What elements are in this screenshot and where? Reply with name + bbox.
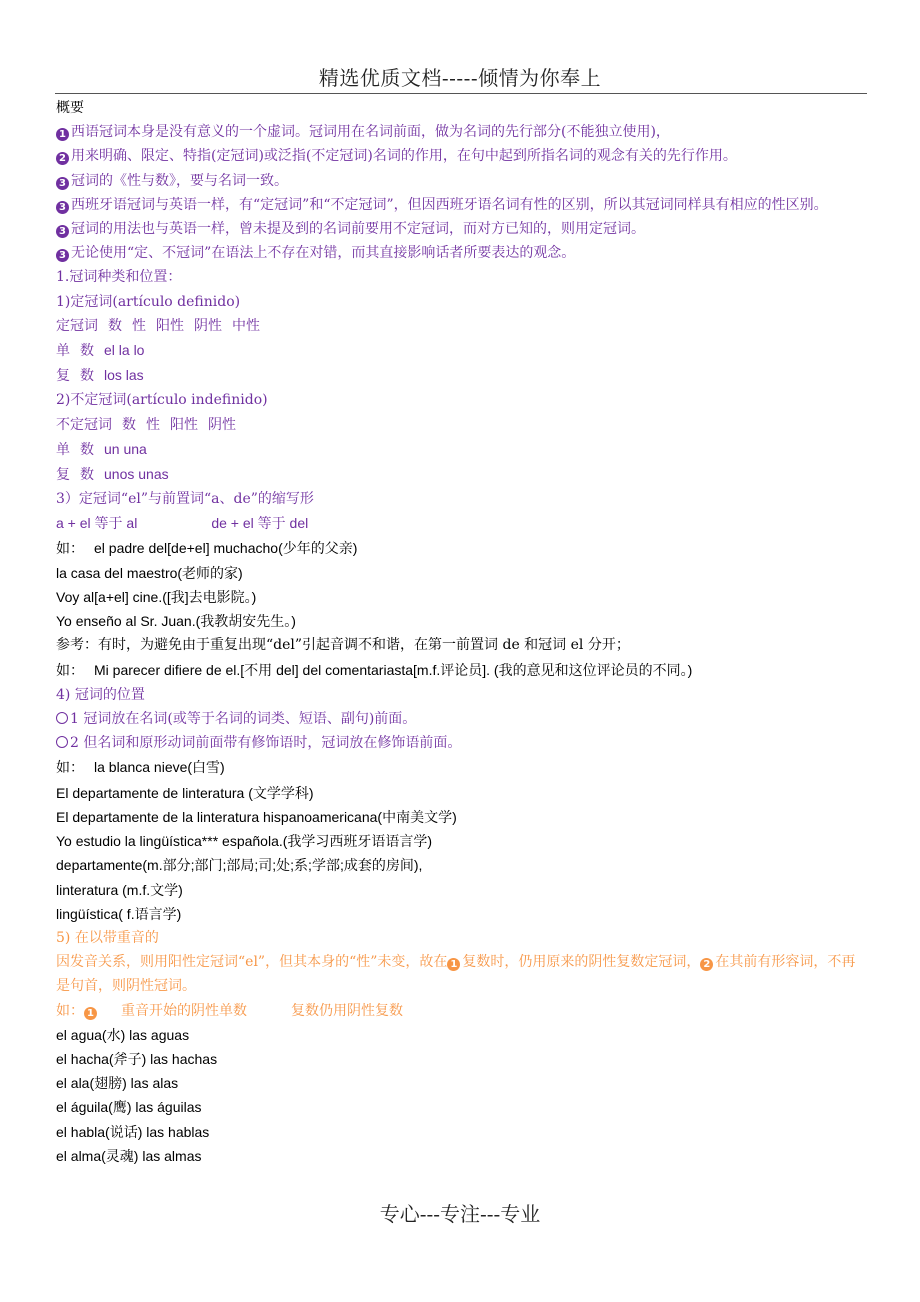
circled-number-icon: 1 [447, 958, 460, 971]
table-cell: 中性 [232, 317, 260, 334]
table-cell: 阳性 [156, 317, 184, 334]
subsection-title: 1)定冠词(artículo definido) [56, 293, 241, 310]
table-cell: 数 [80, 441, 94, 458]
section-title: 4) 冠词的位置 [56, 686, 145, 703]
table-cell: 不定冠词 [56, 416, 112, 433]
example-line: Yo estudio la lingüística*** española.(我学习西班牙语语言学) [56, 833, 433, 850]
section-description [56, 950, 868, 998]
indefinite-article-header-row [56, 413, 868, 437]
circled-number-icon: 3 [56, 177, 69, 190]
table-cell: 数 [80, 368, 94, 385]
open-circle-icon [56, 712, 68, 724]
circled-number-icon: 2 [56, 152, 69, 165]
circled-number-icon: 3 [56, 249, 69, 262]
article-forms: un una [104, 440, 147, 457]
word-pair: el agua(水) las aguas [56, 1026, 190, 1043]
reference-note: 参考：有时，为避免由于重复出现“del”引起音调不和谐，在第一前置词 de 和冠词 el 分开； [56, 637, 630, 654]
circled-number-icon: 2 [700, 958, 713, 971]
page-footer: 专心---专注---专业 [379, 1202, 541, 1226]
word-pair: el águila(鹰) las águilas [56, 1099, 202, 1116]
word-pair: el hacha(斧子) las hachas [56, 1050, 218, 1067]
example-text: Mi parecer difiere de el.[不用 del] del comentariasta[m.f.评论员]. (我的意见和这位评论员的不同。) [94, 661, 693, 678]
table-cell: 阴性 [194, 317, 222, 334]
overview-point-text: 用来明确、限定、特指(定冠词)或泛指(不定冠词)名词的作用，在句中起到所指名词的观念有关的先行作用。 [71, 148, 737, 165]
example-prefix: 如： [56, 1002, 84, 1019]
example-line: la casa del maestro(老师的家) [56, 564, 243, 581]
overview-point-text: 无论使用“定、不冠词”在语法上不存在对错，而其直接影响话者所要表达的观念。 [71, 245, 576, 262]
overview-point-text: 西班牙语冠词与英语一样，有“定冠词”和“不定冠词”，但因西班牙语名词有性的区别，所以其冠词同样具有相应的性区别。 [71, 196, 828, 213]
description-text: 在其前有形容词，不再是句首，则阴性冠词。 [56, 954, 856, 995]
circled-number-icon: 1 [84, 1007, 97, 1020]
rule-text: 但名词和原形动词前面带有修饰语时，冠词放在修饰语前面。 [83, 735, 462, 752]
overview-label: 概要 [56, 100, 84, 116]
overview-point [56, 144, 868, 168]
example-line [56, 755, 868, 780]
definite-singular-row [56, 338, 868, 363]
example-line [56, 658, 868, 683]
overview-point-text: 冠词的《性与数》，要与名词一致。 [71, 172, 288, 189]
example-text: la blanca nieve(白雪) [94, 759, 225, 776]
description-text: 复数时，仍用原来的阴性复数定冠词， [462, 954, 701, 971]
circled-number-icon: 1 [56, 128, 69, 141]
table-cell: 定冠词 [56, 317, 98, 334]
example-line: lingüística( f.语言学) [56, 905, 182, 922]
example-prefix: 如： [56, 662, 84, 679]
table-cell: 复 [56, 467, 70, 484]
definite-plural-row [56, 363, 868, 388]
overview-point [56, 193, 868, 217]
table-cell: 数 [108, 317, 122, 334]
example-line: linteratura (m.f.文学) [56, 881, 183, 898]
table-cell: 数 [80, 343, 94, 360]
definite-article-header-row [56, 314, 868, 338]
overview-point-text: 冠词的用法也与英语一样，曾未提及到的名词前要用不定冠词，而对方已知的，则用定冠词。 [71, 221, 645, 238]
table-cell: 数 [122, 416, 136, 433]
contraction-rule-de: de + el 等于 del [211, 515, 309, 532]
circled-number-icon: 3 [56, 201, 69, 214]
subsection-title: 2)不定冠词(artículo indefinido) [56, 392, 268, 409]
example-line: departamente(m.部分;部门;部局;司;处;系;学部;成套的房间), [56, 857, 423, 874]
word-pair: el ala(翅膀) las alas [56, 1075, 179, 1092]
overview-point-text: 西语冠词本身是没有意义的一个虚词。冠词用在名词前面，做为名词的先行部分(不能独立使用)， [71, 124, 670, 141]
table-cell: 数 [80, 467, 94, 484]
intro-column: 复数仍用阴性复数 [291, 1002, 403, 1019]
example-prefix: 如： [56, 540, 84, 557]
table-cell: 单 [56, 441, 70, 458]
rule-number: 2 [70, 735, 79, 752]
section-title: 3）定冠词“el”与前置词“a、de”的缩写形 [56, 491, 314, 508]
overview-point [56, 217, 868, 241]
example-line: Voy al[a+el] cine.([我]去电影院。) [56, 589, 257, 606]
description-text: 因发音关系，则用阳性定冠词“el”，但其本身的“性”未变，故在 [56, 954, 448, 971]
indefinite-plural-row [56, 462, 868, 487]
overview-point [56, 169, 868, 193]
example-intro [56, 999, 868, 1023]
word-pair: el habla(说话) las hablas [56, 1123, 210, 1140]
overview-point [56, 241, 868, 265]
table-cell: 复 [56, 368, 70, 385]
example-prefix: 如： [56, 760, 84, 777]
intro-column: 重音开始的阴性单数 [121, 1002, 247, 1019]
table-cell: 单 [56, 343, 70, 360]
contraction-rules [56, 511, 868, 535]
position-rule [56, 731, 868, 755]
contraction-rule-a: a + el 等于 al [56, 515, 138, 532]
rule-text: 冠词放在名词(或等于名词的词类、短语、副句)前面。 [83, 711, 417, 728]
circled-number-icon: 3 [56, 225, 69, 238]
overview-point [56, 120, 868, 144]
example-line: El departamente de la linteratura hispanoamericana(中南美文学) [56, 808, 457, 825]
section-title: 5) 在以带重音的 [56, 929, 159, 946]
position-rule [56, 707, 868, 731]
table-cell: 性 [146, 416, 160, 433]
example-line [56, 536, 868, 561]
page-header: 精选优质文档-----倾情为你奉上 [318, 66, 602, 90]
article-forms: el la lo [104, 342, 145, 359]
example-line: El departamente de linteratura (文学学科) [56, 784, 314, 801]
article-forms: los las [104, 367, 144, 384]
rule-number: 1 [70, 711, 79, 728]
indefinite-singular-row [56, 437, 868, 462]
article-forms: unos unas [104, 466, 169, 483]
table-cell: 阳性 [170, 416, 198, 433]
open-circle-icon [56, 736, 68, 748]
example-line: Yo enseño al Sr. Juan.(我教胡安先生。) [56, 613, 296, 630]
header-divider [55, 93, 867, 94]
word-pair: el alma(灵魂) las almas [56, 1147, 202, 1164]
table-cell: 阴性 [208, 416, 236, 433]
document-body [56, 96, 868, 1168]
example-text: el padre del[de+el] muchacho(少年的父亲) [94, 539, 358, 556]
section-title: 1.冠词种类和位置： [56, 269, 182, 286]
table-cell: 性 [132, 317, 146, 334]
